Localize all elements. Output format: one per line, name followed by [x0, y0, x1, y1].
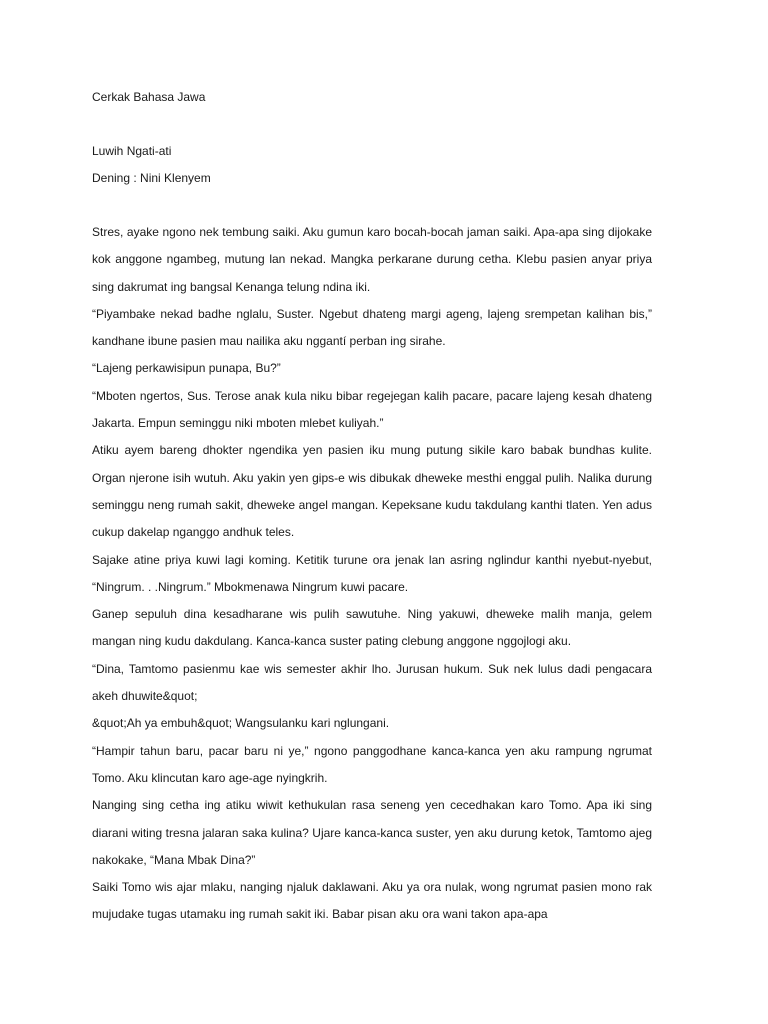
paragraph: “Dina, Tamtomo pasienmu kae wis semester akhir lho. Jurusan hukum. Suk nek lulus dadi pengacara akeh dhuwite&quot; [92, 661, 652, 704]
paragraph: “Mboten ngertos, Sus. Terose anak kula niku bibar regejegan kalih pacare, pacare lajeng kesah dhateng Jakarta. Empun seminggu niki mboten mlebet kuliyah.” [92, 388, 652, 431]
document-body [92, 84, 652, 929]
paragraph: Atiku ayem bareng dhokter ngendika yen pasien iku mung putung sikile karo babak bundhas kulite. Organ njerone isih wutuh. Aku yakin yen gips-e wis dibukak dheweke mesthi enggal pulih. Nalika durung seminggu neng rumah sakit, dheweke angel mangan. Kepeksane kudu takdulang kanthi tlaten. Yen adus cukup dakelap nganggo andhuk teles. [92, 443, 652, 540]
story-title: Luwih Ngati-ati [92, 144, 172, 158]
author-line: Dening : Nini Klenyem [92, 171, 211, 185]
paragraph: &quot;Ah ya embuh&quot; Wangsulanku kari nglungani. [92, 716, 390, 731]
blank-line [92, 111, 652, 138]
paragraph: Saiki Tomo wis ajar mlaku, nanging njaluk daklawani. Aku ya ora nulak, wong ngrumat pasien mono rak mujudake tugas utamaku ing rumah sakit iki. Babar pisan aku ora wani takon apa-apa [92, 880, 652, 922]
paragraph: Nanging sing cetha ing atiku wiwit kethukulan rasa seneng yen cecedhakan karo Tomo. Apa iki sing diarani witing tresna jalaran saka kulina? Ujare kanca-kanca suster, yen aku durung ketok, Tamtomo ajeg nakokake, “Mana Mbak Dina?” [92, 798, 652, 867]
document-title: Cerkak Bahasa Jawa [92, 90, 206, 104]
paragraph: Ganep sepuluh dina kesadharane wis pulih sawutuhe. Ning yakuwi, dheweke malih manja, gelem mangan ning kudu dakdulang. Kanca-kanca suster pating clebung anggone nggojlogi aku. [92, 607, 652, 649]
blank-line [92, 192, 652, 219]
paragraph: “Piyambake nekad badhe nglalu, Suster. Ngebut dhateng margi ageng, lajeng srempetan kalihan bis,” kandhane ibune pasien mau nailika aku nggantí perban ing sirahe. [92, 306, 652, 349]
paragraph: “Lajeng perkawisipun punapa, Bu?” [92, 361, 281, 376]
paragraph: Stres, ayake ngono nek tembung saiki. Aku gumun karo bocah-bocah jaman saiki. Apa-apa sing dijokake kok anggone ngambeg, mutung lan nekad. Mangka perkarane durung cetha. Klebu pasien anyar priya sing dakrumat ing bangsal Kenanga telung ndina iki. [92, 225, 652, 294]
paragraph: Sajake atine priya kuwi lagi koming. Ketitik turune ora jenak lan asring nglindur kanthi nyebut-nyebut, “Ningrum. . .Ningrum.” Mbokmenawa Ningrum kuwi pacare. [92, 552, 652, 594]
paragraph: “Hampir tahun baru, pacar baru ni ye,” ngono panggodhane kanca-kanca yen aku rampung ngrumat Tomo. Aku klincutan karo age-age nyingkrih. [92, 743, 652, 785]
